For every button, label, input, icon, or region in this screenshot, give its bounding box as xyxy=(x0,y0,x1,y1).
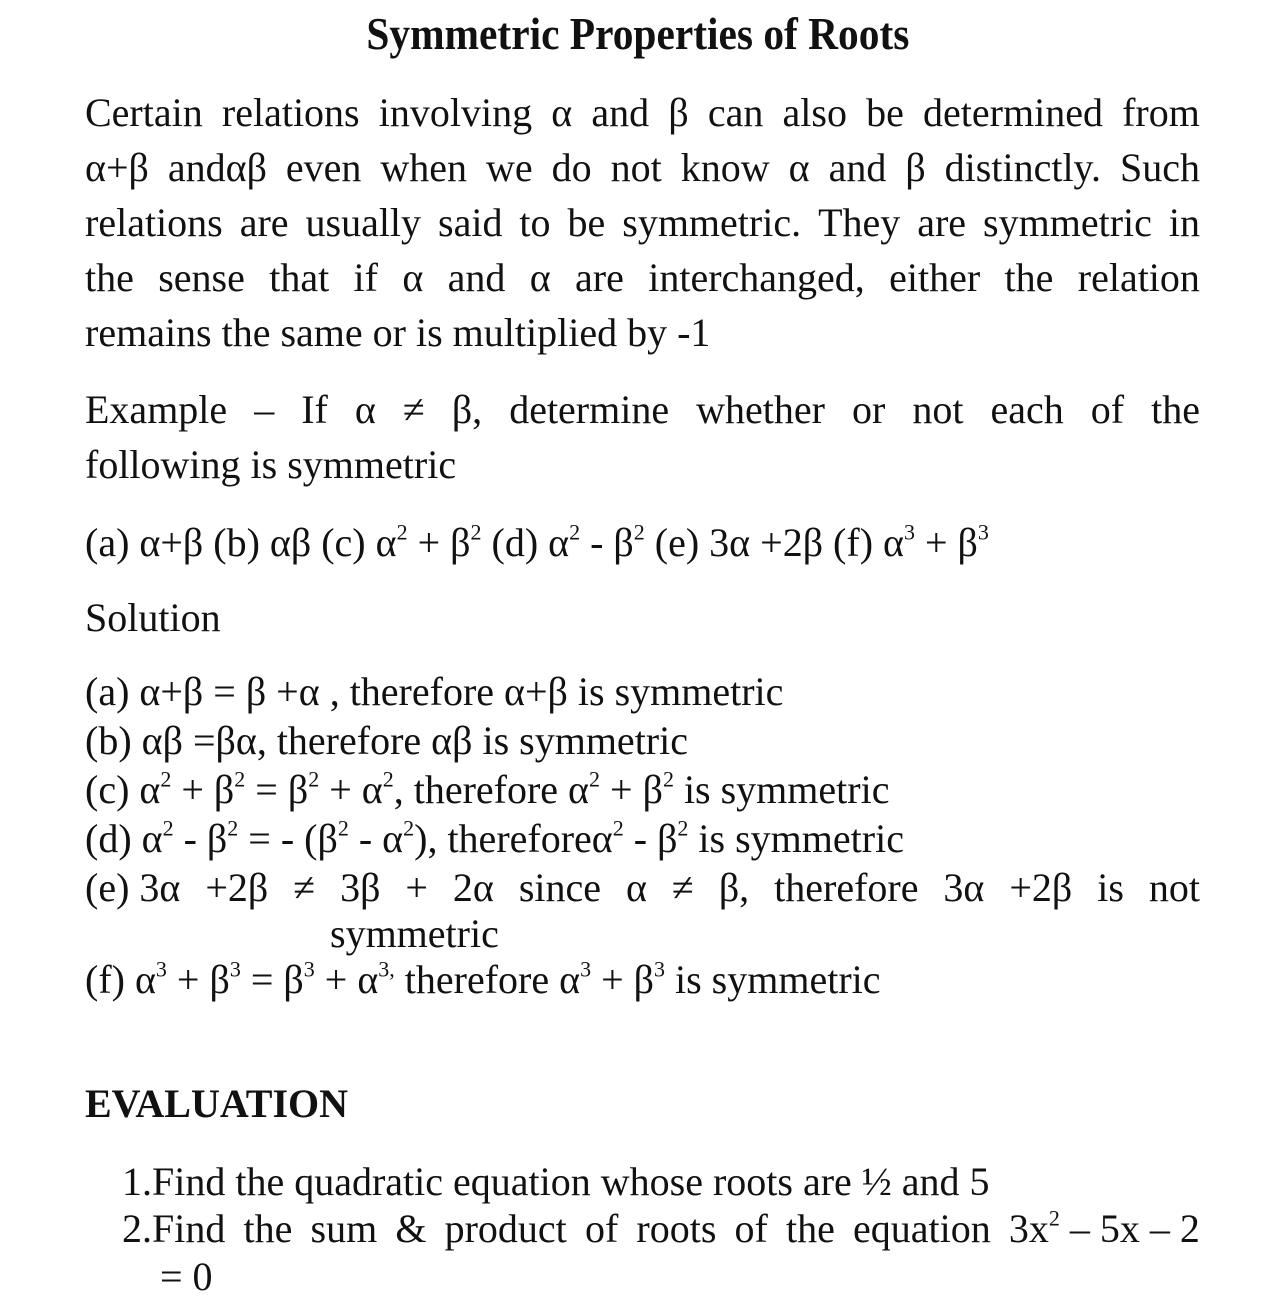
item-number: 1. xyxy=(122,1159,152,1204)
intro-line-5: remains the same or is multiplied by -1 xyxy=(85,310,711,355)
word: α xyxy=(354,387,376,432)
word: α xyxy=(625,865,647,910)
solution-label: Solution xyxy=(85,595,221,640)
word: (e) 3α xyxy=(85,865,181,910)
page-title: Symmetric Properties of Roots xyxy=(366,9,910,59)
word: be xyxy=(866,90,904,135)
word: are xyxy=(239,200,289,245)
word: β xyxy=(905,145,926,190)
word: ≠ xyxy=(671,865,694,910)
word: or xyxy=(851,387,886,432)
word: Certain xyxy=(85,90,203,135)
word: each xyxy=(990,387,1064,432)
example-line-2: following is symmetric xyxy=(85,442,457,487)
intro-line-4 xyxy=(85,254,1200,302)
word: α xyxy=(551,90,573,135)
word: symmetric. xyxy=(622,200,802,245)
word: of xyxy=(734,1206,768,1251)
word: from xyxy=(1122,90,1200,135)
word: α+β xyxy=(85,145,149,190)
word: +2β xyxy=(1009,865,1073,910)
word: and xyxy=(591,90,650,135)
intro-line-3 xyxy=(85,199,1200,247)
word: β xyxy=(668,90,689,135)
option-a: (a) α+β xyxy=(85,520,204,565)
word: we xyxy=(486,145,533,190)
word: ≠ xyxy=(402,387,425,432)
option-d: (d) $\alpha^2 - \beta^2$ xyxy=(491,519,645,565)
word: interchanged, xyxy=(648,255,865,300)
evaluation-item-2 xyxy=(122,1205,1200,1253)
word: therefore xyxy=(774,865,919,910)
word: Example xyxy=(85,387,228,432)
word: relations xyxy=(85,200,223,245)
option-f: (f) $\alpha^3 + \beta^3$ xyxy=(833,519,989,565)
word: determine xyxy=(509,387,670,432)
word: sense xyxy=(158,255,245,300)
word: the xyxy=(1004,255,1054,300)
word: If xyxy=(301,387,328,432)
word: of xyxy=(584,1206,619,1251)
item-text: Find the quadratic equation whose roots are ½ and 5 xyxy=(152,1159,990,1204)
word: are xyxy=(575,255,624,300)
word: ≠ xyxy=(293,865,316,910)
solution-d: (d) $\alpha^2 - \beta^2$ = - $(\beta^2 - \alpha^2)$, thereforeα$^2$ - $\beta^2$ is symmetric xyxy=(85,815,904,861)
word: not xyxy=(912,387,964,432)
word: can xyxy=(707,90,764,135)
option-e: (e) 3α +2β xyxy=(654,520,824,565)
word: not xyxy=(610,145,662,190)
intro-line-1 xyxy=(85,89,1200,137)
word: are xyxy=(917,200,967,245)
word: the xyxy=(243,1206,293,1251)
word: the xyxy=(1151,387,1200,432)
solution-c: (c) $\alpha^2 + \beta^2 = \beta^2 + \alpha^2$, therefore $\alpha^2 + \beta^2$ is symmetric xyxy=(85,766,890,812)
word: roots xyxy=(636,1206,717,1251)
solution-b: (b) αβ =βα, therefore αβ is symmetric xyxy=(85,718,688,763)
word: in xyxy=(1168,200,1200,245)
word: if xyxy=(353,255,378,300)
word: is xyxy=(1097,865,1124,910)
word: since xyxy=(518,865,602,910)
word: distinctly. xyxy=(944,145,1101,190)
word: and xyxy=(828,145,887,190)
word: equation xyxy=(853,1206,991,1251)
word: β, xyxy=(451,387,483,432)
word: relations xyxy=(221,90,360,135)
word: α xyxy=(529,255,551,300)
word: symmetric xyxy=(983,200,1152,245)
word: also xyxy=(782,90,847,135)
word: be xyxy=(567,200,606,245)
word: do xyxy=(551,145,592,190)
word: the xyxy=(786,1206,835,1251)
word: 2α xyxy=(452,865,494,910)
evaluation-heading: EVALUATION xyxy=(85,1081,349,1126)
example-line-1 xyxy=(85,386,1200,434)
word: α xyxy=(788,145,810,190)
example-options xyxy=(85,519,989,567)
solution-e-line-1 xyxy=(85,864,1200,912)
solution-f: (f) $\alpha^3 + \beta^3 = \beta^3 + \alpha^{3,}$ therefore $\alpha^3 + \beta^3$ is symmetric xyxy=(85,956,881,1002)
solution-a: (a) α+β = β +α , therefore α+β is symmetric xyxy=(85,669,784,714)
word: even xyxy=(285,145,362,190)
word: – xyxy=(254,387,275,432)
word: 3α xyxy=(943,865,985,910)
evaluation-item-2-continuation: = 0 xyxy=(160,1254,213,1299)
word: They xyxy=(818,200,901,245)
word: of xyxy=(1090,387,1125,432)
word: and xyxy=(447,255,506,300)
word: usually xyxy=(305,200,422,245)
word: Such xyxy=(1119,145,1200,190)
word: andαβ xyxy=(167,145,267,190)
intro-line-2 xyxy=(85,144,1200,192)
word: + xyxy=(405,865,428,910)
word: involving xyxy=(378,90,533,135)
word: product xyxy=(444,1206,567,1251)
solution-e-line-2: symmetric xyxy=(330,911,499,956)
word: to xyxy=(519,200,551,245)
equation: $3x^2 - 5x - 2$ xyxy=(1008,1205,1200,1251)
item-number-and-word: 2.Find xyxy=(122,1206,226,1251)
word: determined xyxy=(923,90,1103,135)
word: α xyxy=(402,255,424,300)
word: sum xyxy=(310,1206,378,1251)
word: 3β xyxy=(340,865,381,910)
word: that xyxy=(269,255,330,300)
word: β, xyxy=(718,865,750,910)
word: whether xyxy=(696,387,825,432)
word: & xyxy=(395,1206,427,1251)
evaluation-item-1 xyxy=(122,1158,990,1206)
word: know xyxy=(680,145,770,190)
word: when xyxy=(380,145,468,190)
word: either xyxy=(889,255,981,300)
option-b: (b) αβ xyxy=(213,520,312,565)
word: +2β xyxy=(205,865,269,910)
word: not xyxy=(1148,865,1200,910)
word: the xyxy=(85,255,134,300)
option-c: (c) $\alpha^2 + \beta^2$ xyxy=(321,519,482,565)
word: relation xyxy=(1077,255,1200,300)
word: said xyxy=(438,200,503,245)
